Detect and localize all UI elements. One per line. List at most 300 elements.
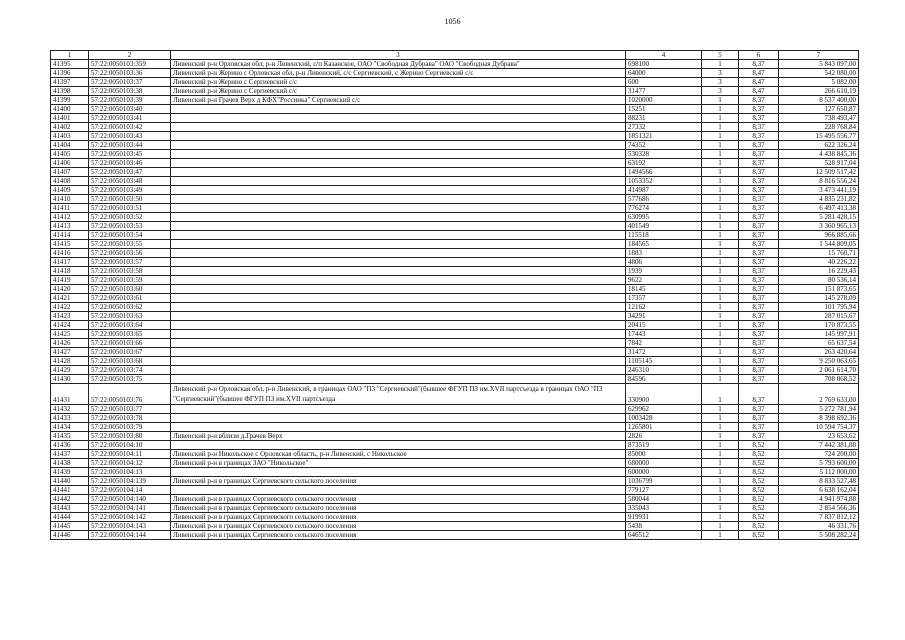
category-cell: 1: [702, 486, 739, 495]
value-cell: 8 398 692,36: [779, 414, 859, 423]
category-cell: 1: [702, 159, 739, 168]
value-cell: 966 885,66: [779, 231, 859, 240]
area-cell: 530328: [626, 150, 702, 159]
rate-cell: 8,37: [739, 60, 779, 69]
rate-cell: 8,37: [739, 141, 779, 150]
area-cell: 680000: [626, 459, 702, 468]
category-cell: 1: [702, 384, 739, 405]
value-cell: 266 610,19: [779, 87, 859, 96]
row-number-cell: 41429: [51, 366, 89, 375]
category-cell: 1: [702, 204, 739, 213]
area-cell: 401549: [626, 222, 702, 231]
row-number-cell: 41396: [51, 69, 89, 78]
rate-cell: 8,37: [739, 321, 779, 330]
rate-cell: 8,37: [739, 423, 779, 432]
rate-cell: 8,52: [739, 450, 779, 459]
row-number-cell: 41407: [51, 168, 89, 177]
area-cell: 919931: [626, 513, 702, 522]
address-cell: [171, 132, 626, 141]
area-cell: 1883: [626, 249, 702, 258]
rate-cell: 8,52: [739, 441, 779, 450]
rate-cell: 8,47: [739, 69, 779, 78]
category-cell: 1: [702, 405, 739, 414]
address-cell: [171, 348, 626, 357]
column-header: 1: [51, 51, 89, 60]
cadastral-number-cell: 57:22:0050103:67: [89, 348, 171, 357]
table-row: [51, 159, 859, 168]
cadastral-number-cell: 57:22:0050104:140: [89, 495, 171, 504]
row-number-cell: 41401: [51, 114, 89, 123]
table-row: [51, 276, 859, 285]
cadastral-number-cell: 57:22:0050103:42: [89, 123, 171, 132]
category-cell: 3: [702, 78, 739, 87]
address-cell: Ливенский р-н Жерино с Сергиевский с/с: [171, 78, 626, 87]
value-cell: 4 835 231,82: [779, 195, 859, 204]
value-cell: 724 200,00: [779, 450, 859, 459]
table-row: [51, 375, 859, 384]
area-cell: 1939: [626, 267, 702, 276]
cadastral-number-cell: 57:22:0050103:60: [89, 285, 171, 294]
value-cell: 170 873,55: [779, 321, 859, 330]
category-cell: 1: [702, 504, 739, 513]
area-cell: 580044: [626, 495, 702, 504]
rate-cell: 8,52: [739, 477, 779, 486]
row-number-cell: 41403: [51, 132, 89, 141]
table-row: [51, 384, 859, 405]
row-number-cell: 41404: [51, 141, 89, 150]
cadastral-number-cell: 57:22:0050103:62: [89, 303, 171, 312]
cadastral-number-cell: 57:22:0050103:40: [89, 105, 171, 114]
address-cell: [171, 123, 626, 132]
address-cell: Ливенский р-н Жерино с Орловская обл, р-н Ливенский, с/с Сергиевский, с Жерино Сергиевский с/с: [171, 69, 626, 78]
address-cell: [171, 231, 626, 240]
value-cell: 8 537 400,00: [779, 96, 859, 105]
address-cell: Ливенский р-н в границах Сергиевского сельского поселения: [171, 495, 626, 504]
row-number-cell: 41414: [51, 231, 89, 240]
rate-cell: 8,37: [739, 285, 779, 294]
area-cell: 9622: [626, 276, 702, 285]
table-row: [51, 330, 859, 339]
table-row: [51, 486, 859, 495]
category-cell: 1: [702, 195, 739, 204]
value-cell: 5 112 000,00: [779, 468, 859, 477]
rate-cell: 8,37: [739, 348, 779, 357]
rate-cell: 8,47: [739, 78, 779, 87]
value-cell: 528 917,04: [779, 159, 859, 168]
address-cell: Ливенский р-н в границах ЗАО "Никольское": [171, 459, 626, 468]
address-cell: [171, 339, 626, 348]
cadastral-number-cell: 57:22:0050103:55: [89, 240, 171, 249]
value-cell: 8 833 527,48: [779, 477, 859, 486]
row-number-cell: 41399: [51, 96, 89, 105]
cadastral-number-cell: 57:22:0050104:14: [89, 486, 171, 495]
table-row: [51, 405, 859, 414]
area-cell: 776274: [626, 204, 702, 213]
category-cell: 1: [702, 132, 739, 141]
address-cell: [171, 405, 626, 414]
rate-cell: 8,37: [739, 366, 779, 375]
category-cell: 1: [702, 531, 739, 540]
table-row: [51, 441, 859, 450]
address-cell: [171, 285, 626, 294]
address-cell: [171, 213, 626, 222]
address-cell: [171, 249, 626, 258]
area-cell: 646512: [626, 531, 702, 540]
area-cell: 88231: [626, 114, 702, 123]
column-header: 7: [779, 51, 859, 60]
category-cell: 1: [702, 276, 739, 285]
category-cell: 1: [702, 96, 739, 105]
cadastral-number-cell: 57:22:0050103:68: [89, 357, 171, 366]
address-cell: Ливенский р-н в границах Сергиевского сельского поселения: [171, 531, 626, 540]
table-row: [51, 504, 859, 513]
area-cell: 2826: [626, 432, 702, 441]
cadastral-number-cell: 57:22:0050103:50: [89, 195, 171, 204]
table-row: [51, 204, 859, 213]
cadastral-number-cell: 57:22:0050103:56: [89, 249, 171, 258]
value-cell: 542 080,00: [779, 69, 859, 78]
category-cell: 1: [702, 114, 739, 123]
column-header: 3: [171, 51, 626, 60]
row-number-cell: 41434: [51, 423, 89, 432]
area-cell: 873519: [626, 441, 702, 450]
table-row: [51, 195, 859, 204]
cadastral-number-cell: 57:22:0050103:59: [89, 276, 171, 285]
address-cell: Ливенский р-н Орловская обл, р-н Ливенский, с/п Казанское, ОАО "Свободная Дубрава" ОАО "Свободная Дубрава": [171, 60, 626, 69]
rate-cell: 8,37: [739, 276, 779, 285]
category-cell: 1: [702, 432, 739, 441]
rate-cell: 8,37: [739, 105, 779, 114]
row-number-cell: 41438: [51, 459, 89, 468]
area-cell: 84596: [626, 375, 702, 384]
address-cell: Ливенский р-н в границах Сергиевского сельского поселения: [171, 504, 626, 513]
table-row: [51, 339, 859, 348]
cadastral-number-cell: 57:22:0050103:54: [89, 231, 171, 240]
rate-cell: 8,52: [739, 459, 779, 468]
value-cell: 738 493,47: [779, 114, 859, 123]
category-cell: 1: [702, 459, 739, 468]
category-cell: 1: [702, 60, 739, 69]
address-cell: [171, 267, 626, 276]
row-number-cell: 41413: [51, 222, 89, 231]
area-cell: 18145: [626, 285, 702, 294]
table-row: [51, 96, 859, 105]
table-row: [51, 513, 859, 522]
table-row: [51, 522, 859, 531]
rate-cell: 8,37: [739, 375, 779, 384]
table-row: [51, 495, 859, 504]
area-cell: 4806: [626, 258, 702, 267]
row-number-cell: 41446: [51, 531, 89, 540]
area-cell: 414987: [626, 186, 702, 195]
cadastral-number-cell: 57:22:0050103:79: [89, 423, 171, 432]
table-row: [51, 531, 859, 540]
area-cell: 17357: [626, 294, 702, 303]
row-number-cell: 41442: [51, 495, 89, 504]
area-cell: 330900: [626, 384, 702, 405]
value-cell: 4 438 845,36: [779, 150, 859, 159]
rate-cell: 8,37: [739, 213, 779, 222]
value-cell: 3 473 441,19: [779, 186, 859, 195]
area-cell: 335043: [626, 504, 702, 513]
area-cell: 7842: [626, 339, 702, 348]
cadastral-number-cell: 57:22:0050104:13: [89, 468, 171, 477]
row-number-cell: 41405: [51, 150, 89, 159]
rate-cell: 8,52: [739, 522, 779, 531]
area-cell: 1003428: [626, 414, 702, 423]
area-cell: 34291: [626, 312, 702, 321]
address-cell: Ливенский р-н Никольское с Орловская область, р-н Ливенский, с Никольское: [171, 450, 626, 459]
value-cell: 65 637,54: [779, 339, 859, 348]
row-number-cell: 41397: [51, 78, 89, 87]
area-cell: 85000: [626, 450, 702, 459]
value-cell: 5 281 428,15: [779, 213, 859, 222]
rate-cell: 8,37: [739, 294, 779, 303]
address-cell: [171, 105, 626, 114]
cadastral-number-cell: 57:22:0050103:57: [89, 258, 171, 267]
category-cell: 1: [702, 339, 739, 348]
table-row: [51, 69, 859, 78]
rate-cell: 8,37: [739, 159, 779, 168]
address-cell: Ливенский р-н в границах Сергиевского сельского поселения: [171, 477, 626, 486]
cadastral-number-cell: 57:22:0050103:78: [89, 414, 171, 423]
rate-cell: 8,37: [739, 177, 779, 186]
area-cell: 12162: [626, 303, 702, 312]
table-row: [51, 303, 859, 312]
row-number-cell: 41440: [51, 477, 89, 486]
cadastral-number-cell: 57:22:0050103:66: [89, 339, 171, 348]
cadastral-number-cell: 57:22:0050103:37: [89, 78, 171, 87]
row-number-cell: 41406: [51, 159, 89, 168]
cadastral-number-cell: 57:22:0050104:139: [89, 477, 171, 486]
rate-cell: 8,37: [739, 114, 779, 123]
category-cell: 1: [702, 168, 739, 177]
address-cell: [171, 240, 626, 249]
value-cell: 5 082,00: [779, 78, 859, 87]
row-number-cell: 41425: [51, 330, 89, 339]
row-number-cell: 41417: [51, 258, 89, 267]
cadastral-number-cell: 57:22:0050104:142: [89, 513, 171, 522]
rate-cell: 8,37: [739, 240, 779, 249]
page-number: 1056: [444, 17, 461, 26]
row-number-cell: 41444: [51, 513, 89, 522]
address-cell: Ливенский р-н Орловская обл, р-н Ливенский, в границах ОАО "ПЗ "Сергиевский"(бывшее ФГУП ПЗ им.XVII партсъезда в границах ОАО "ПЗ "Сергиевский"(бывшее ФГУП ПЗ им.XVII партсъезда: [171, 384, 626, 405]
table-header-row: [51, 51, 859, 60]
row-number-cell: 41395: [51, 60, 89, 69]
category-cell: 1: [702, 441, 739, 450]
address-cell: [171, 357, 626, 366]
rate-cell: 8,52: [739, 495, 779, 504]
value-cell: 151 873,65: [779, 285, 859, 294]
row-number-cell: 41427: [51, 348, 89, 357]
value-cell: 7 442 381,88: [779, 441, 859, 450]
table-row: [51, 132, 859, 141]
category-cell: 1: [702, 522, 739, 531]
value-cell: 10 594 754,37: [779, 423, 859, 432]
cadastral-number-cell: 57:22:0050103:64: [89, 321, 171, 330]
cadastral-number-cell: 57:22:0050103:77: [89, 405, 171, 414]
value-cell: 2 769 633,00: [779, 384, 859, 405]
cadastral-number-cell: 57:22:0050103:58: [89, 267, 171, 276]
cadastral-number-cell: 57:22:0050103:49: [89, 186, 171, 195]
column-header: 2: [89, 51, 171, 60]
area-cell: 577686: [626, 195, 702, 204]
value-cell: 5 793 600,00: [779, 459, 859, 468]
value-cell: 7 837 812,12: [779, 513, 859, 522]
table-row: [51, 423, 859, 432]
address-cell: [171, 330, 626, 339]
cadastral-number-cell: 57:22:0050103:46: [89, 159, 171, 168]
row-number-cell: 41422: [51, 303, 89, 312]
cadastral-number-cell: 57:22:0050103:43: [89, 132, 171, 141]
cadastral-number-cell: 57:22:0050103:359: [89, 60, 171, 69]
table-row: [51, 141, 859, 150]
area-cell: 31477: [626, 87, 702, 96]
row-number-cell: 41441: [51, 486, 89, 495]
cadastral-number-cell: 57:22:0050103:36: [89, 69, 171, 78]
category-cell: 1: [702, 177, 739, 186]
cadastral-number-cell: 57:22:0050104:10: [89, 441, 171, 450]
table-row: [51, 249, 859, 258]
address-cell: Ливенский р-н в границах Сергиевского сельского поселения: [171, 522, 626, 531]
row-number-cell: 41408: [51, 177, 89, 186]
cadastral-number-cell: 57:22:0050103:45: [89, 150, 171, 159]
value-cell: 2 061 614,70: [779, 366, 859, 375]
area-cell: 600000: [626, 468, 702, 477]
category-cell: 1: [702, 357, 739, 366]
table-row: [51, 432, 859, 441]
value-cell: 145 997,91: [779, 330, 859, 339]
row-number-cell: 41432: [51, 405, 89, 414]
cadastral-number-cell: 57:22:0050103:76: [89, 384, 171, 405]
cadastral-number-cell: 57:22:0050103:52: [89, 213, 171, 222]
value-cell: 1 544 809,05: [779, 240, 859, 249]
rate-cell: 8,37: [739, 312, 779, 321]
cadastral-number-cell: 57:22:0050103:75: [89, 375, 171, 384]
rate-cell: 8,37: [739, 222, 779, 231]
address-cell: [171, 414, 626, 423]
rate-cell: 8,37: [739, 303, 779, 312]
rate-cell: 8,37: [739, 132, 779, 141]
area-cell: 1265801: [626, 423, 702, 432]
cadastral-number-cell: 57:22:0050103:41: [89, 114, 171, 123]
table-row: [51, 357, 859, 366]
value-cell: 263 420,64: [779, 348, 859, 357]
land-registry-table: [50, 50, 859, 540]
category-cell: 1: [702, 414, 739, 423]
cadastral-number-cell: 57:22:0050103:53: [89, 222, 171, 231]
category-cell: 3: [702, 87, 739, 96]
value-cell: 5 843 097,00: [779, 60, 859, 69]
cadastral-number-cell: 57:22:0050104:143: [89, 522, 171, 531]
row-number-cell: 41416: [51, 249, 89, 258]
address-cell: [171, 159, 626, 168]
address-cell: Ливенский р-н Жерино с Сергиевский с/с: [171, 87, 626, 96]
row-number-cell: 41426: [51, 339, 89, 348]
table-row: [51, 78, 859, 87]
value-cell: 622 326,24: [779, 141, 859, 150]
cadastral-number-cell: 57:22:0050104:12: [89, 459, 171, 468]
address-cell: [171, 294, 626, 303]
area-cell: 20415: [626, 321, 702, 330]
column-header: 6: [739, 51, 779, 60]
rate-cell: 8,37: [739, 96, 779, 105]
category-cell: 1: [702, 285, 739, 294]
rate-cell: 8,37: [739, 405, 779, 414]
column-header: 5: [702, 51, 739, 60]
table-row: [51, 231, 859, 240]
table-row: [51, 114, 859, 123]
area-cell: 184565: [626, 240, 702, 249]
value-cell: 5 508 282,24: [779, 531, 859, 540]
value-cell: 40 226,22: [779, 258, 859, 267]
row-number-cell: 41437: [51, 450, 89, 459]
value-cell: 2 854 566,36: [779, 504, 859, 513]
area-cell: 5438: [626, 522, 702, 531]
value-cell: 127 650,87: [779, 105, 859, 114]
rate-cell: 8,52: [739, 468, 779, 477]
rate-cell: 8,37: [739, 249, 779, 258]
column-header: 4: [626, 51, 702, 60]
value-cell: 16 229,43: [779, 267, 859, 276]
rate-cell: 8,37: [739, 204, 779, 213]
category-cell: 1: [702, 423, 739, 432]
area-cell: 64000: [626, 69, 702, 78]
address-cell: [171, 258, 626, 267]
category-cell: 1: [702, 513, 739, 522]
value-cell: 101 795,94: [779, 303, 859, 312]
category-cell: 3: [702, 69, 739, 78]
table-row: [51, 186, 859, 195]
table-row: [51, 105, 859, 114]
row-number-cell: 41424: [51, 321, 89, 330]
table-row: [51, 240, 859, 249]
category-cell: 1: [702, 240, 739, 249]
value-cell: 15 760,71: [779, 249, 859, 258]
row-number-cell: 41419: [51, 276, 89, 285]
cadastral-number-cell: 57:22:0050103:65: [89, 330, 171, 339]
row-number-cell: 41418: [51, 267, 89, 276]
value-cell: 6 638 162,04: [779, 486, 859, 495]
cadastral-number-cell: 57:22:0050103:39: [89, 96, 171, 105]
category-cell: 1: [702, 222, 739, 231]
row-number-cell: 41435: [51, 432, 89, 441]
value-cell: 46 331,76: [779, 522, 859, 531]
table-row: [51, 294, 859, 303]
row-number-cell: 41439: [51, 468, 89, 477]
rate-cell: 8,37: [739, 258, 779, 267]
rate-cell: 8,37: [739, 330, 779, 339]
table-row: [51, 60, 859, 69]
table-row: [51, 87, 859, 96]
rate-cell: 8,37: [739, 168, 779, 177]
category-cell: 1: [702, 150, 739, 159]
address-cell: [171, 486, 626, 495]
value-cell: 23 653,62: [779, 432, 859, 441]
rate-cell: 8,52: [739, 531, 779, 540]
row-number-cell: 41430: [51, 375, 89, 384]
category-cell: 1: [702, 477, 739, 486]
category-cell: 1: [702, 213, 739, 222]
address-cell: Ливенский р-н в границах Сергиевского сельского поселения: [171, 513, 626, 522]
address-cell: [171, 375, 626, 384]
address-cell: [171, 222, 626, 231]
address-cell: [171, 186, 626, 195]
area-cell: 27332: [626, 123, 702, 132]
value-cell: 8 816 556,24: [779, 177, 859, 186]
address-cell: [171, 141, 626, 150]
area-cell: 1851321: [626, 132, 702, 141]
